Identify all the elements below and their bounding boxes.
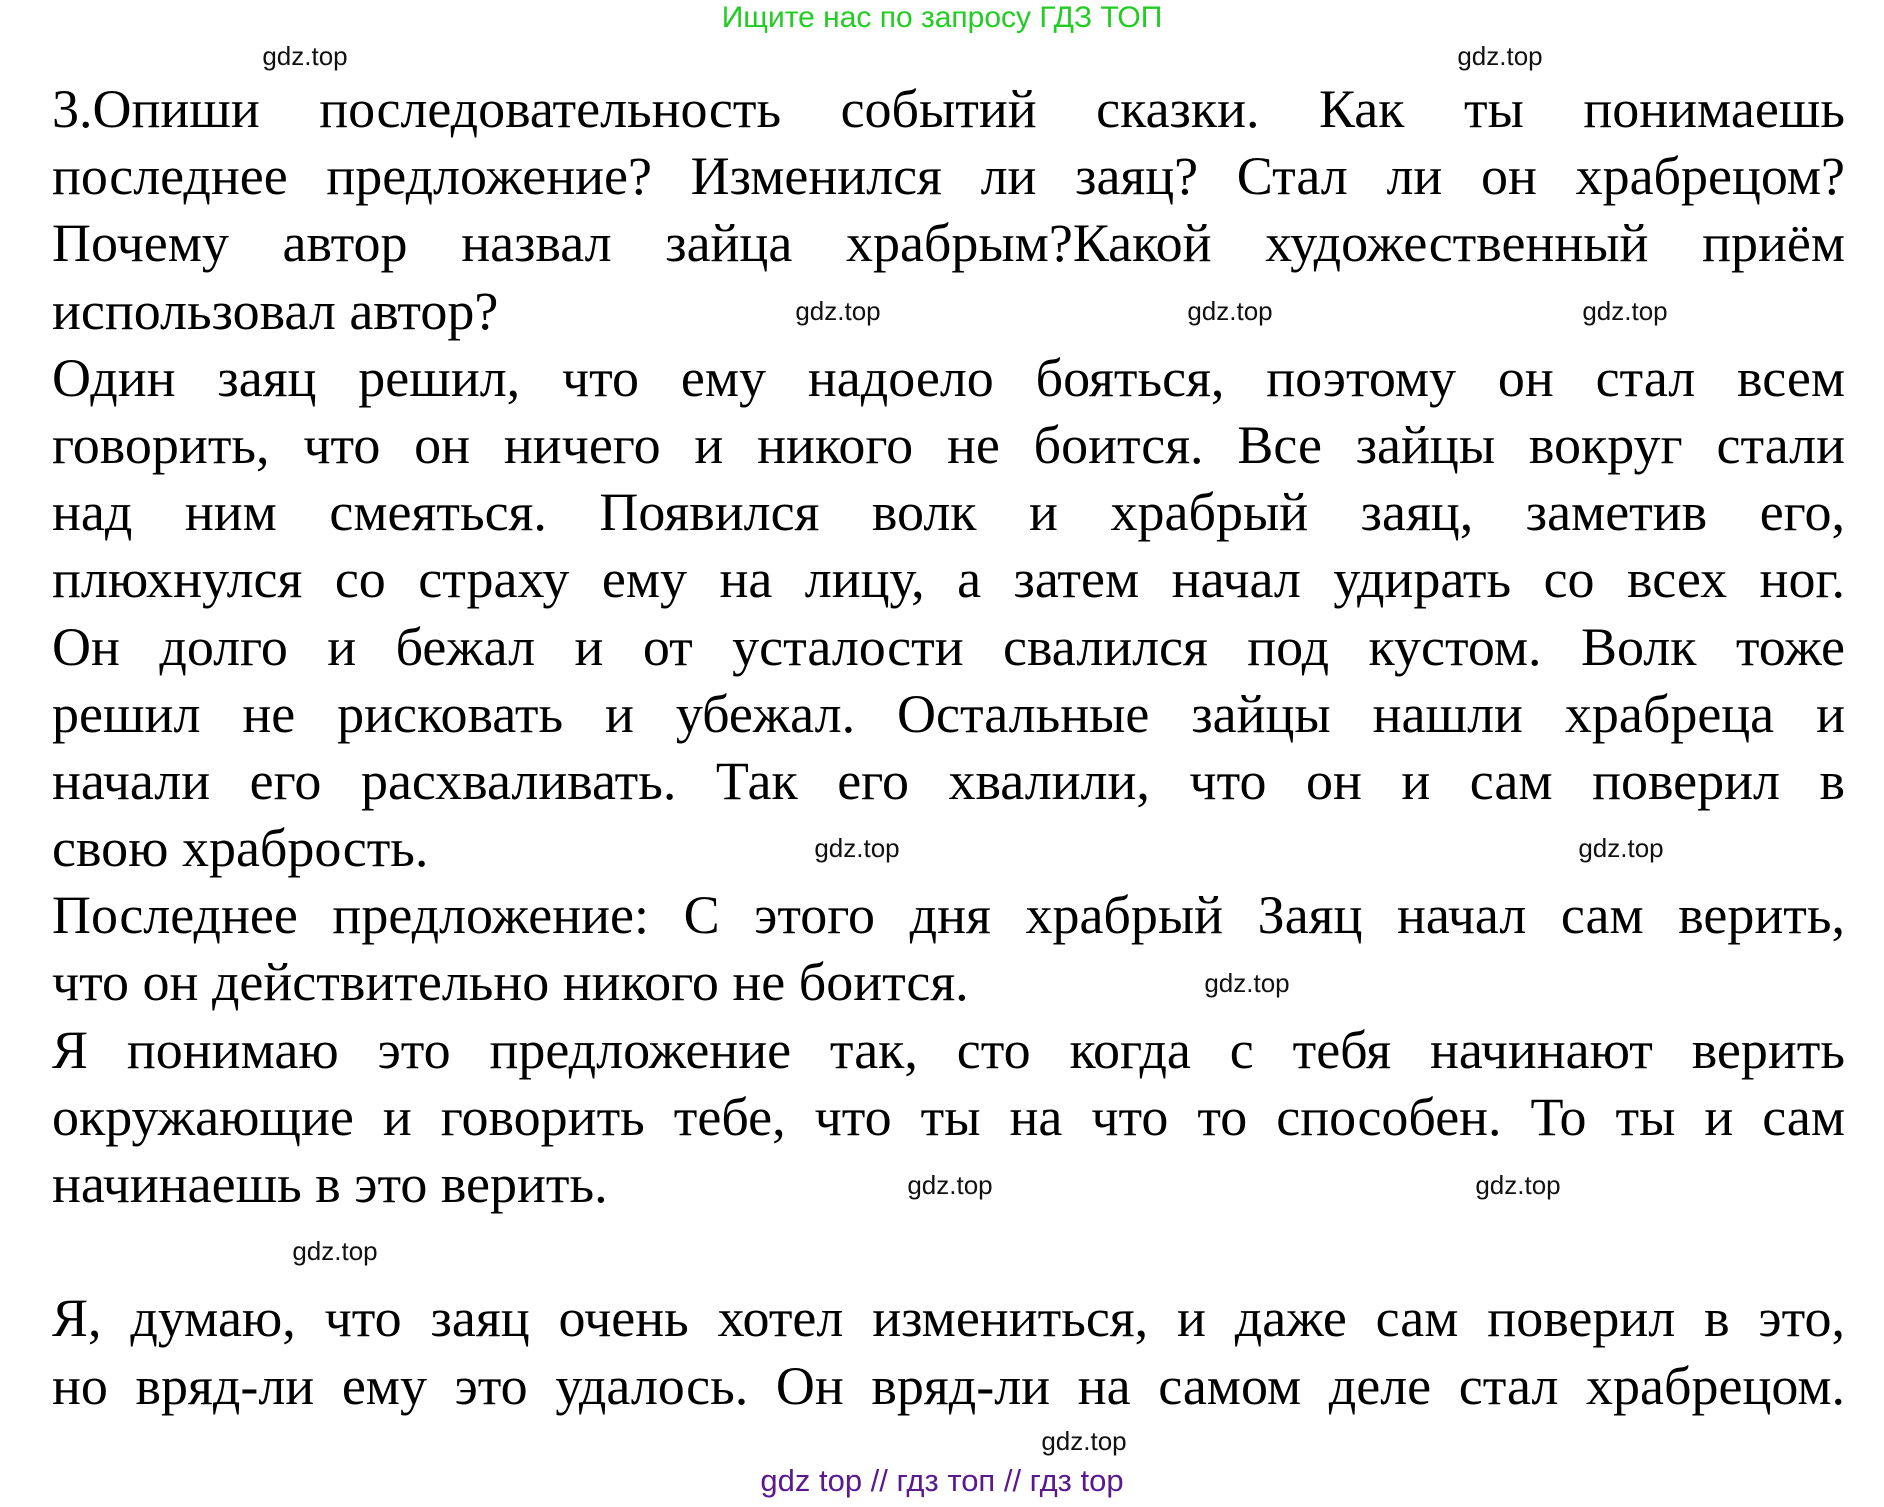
text-line: начинаешь в это верить. <box>52 1154 608 1214</box>
watermark: gdz.top <box>1578 833 1664 863</box>
text-line: 3.Опиши последовательность событий сказки. Как ты понимаешь <box>52 79 1845 139</box>
text-line: Он долго и бежал и от усталости свалился под кустом. Волк тоже <box>52 616 1845 677</box>
watermark: gdz.top <box>1475 1170 1561 1200</box>
watermark: gdz.top <box>1582 296 1668 326</box>
text-line: плюхнулся со страху ему на лицу, а затем начал удирать со всех ног. <box>52 549 1845 610</box>
watermark: gdz.top <box>907 1170 993 1200</box>
text-line: Один заяц решил, что ему надоело бояться, поэтому он стал всем <box>52 347 1845 408</box>
text-line: последнее предложение? Изменился ли заяц? Стал ли он храбрецом? <box>52 146 1845 207</box>
text-line: над ним смеяться. Появился волк и храбрый заяц, заметив его, <box>52 482 1845 543</box>
text-line: начали его расхваливать. Так его хвалили, что он и сам поверил в <box>52 750 1845 811</box>
answer-text <box>52 76 1845 1420</box>
text-line: говорить, что он ничего и никого не боится. Все зайцы вокруг стали <box>52 414 1845 475</box>
text-line: Я, думаю, что заяц очень хотел измениться, и даже сам поверил в это, <box>52 1288 1845 1349</box>
watermark: gdz.top <box>814 833 900 863</box>
text-line: свою храбрость. <box>52 818 429 879</box>
footer-links: gdz top // гдз топ // гдз top <box>760 1463 1124 1498</box>
text-line: что он действительно никого не боится. <box>52 952 969 1013</box>
search-hint-banner: Ищите нас по запросу ГДЗ ТОП <box>721 1 1163 34</box>
watermark: gdz.top <box>795 296 881 326</box>
watermark: gdz.top <box>1204 968 1290 998</box>
text-line: окружающие и говорить тебе, что ты на что то способен. То ты и сам <box>52 1086 1845 1147</box>
text-line: решил не рисковать и убежал. Остальные зайцы нашли храбреца и <box>52 683 1845 744</box>
text-line: Почему автор назвал зайца храбрым?Какой художественный приём <box>52 213 1845 274</box>
watermark: gdz.top <box>1041 1426 1127 1456</box>
watermark: gdz.top <box>1457 41 1543 71</box>
watermark: gdz.top <box>1187 296 1273 326</box>
text-line: использовал автор? <box>52 280 499 341</box>
text-line: Последнее предложение: С этого дня храбрый Заяц начал сам верить, <box>52 885 1845 946</box>
watermark: gdz.top <box>262 41 348 71</box>
text-line: но вряд-ли ему это удалось. Он вряд-ли на самом деле стал храбрецом. <box>52 1355 1845 1416</box>
watermark: gdz.top <box>292 1236 378 1266</box>
text-line: Я понимаю это предложение так, сто когда с тебя начинают верить <box>52 1019 1845 1080</box>
